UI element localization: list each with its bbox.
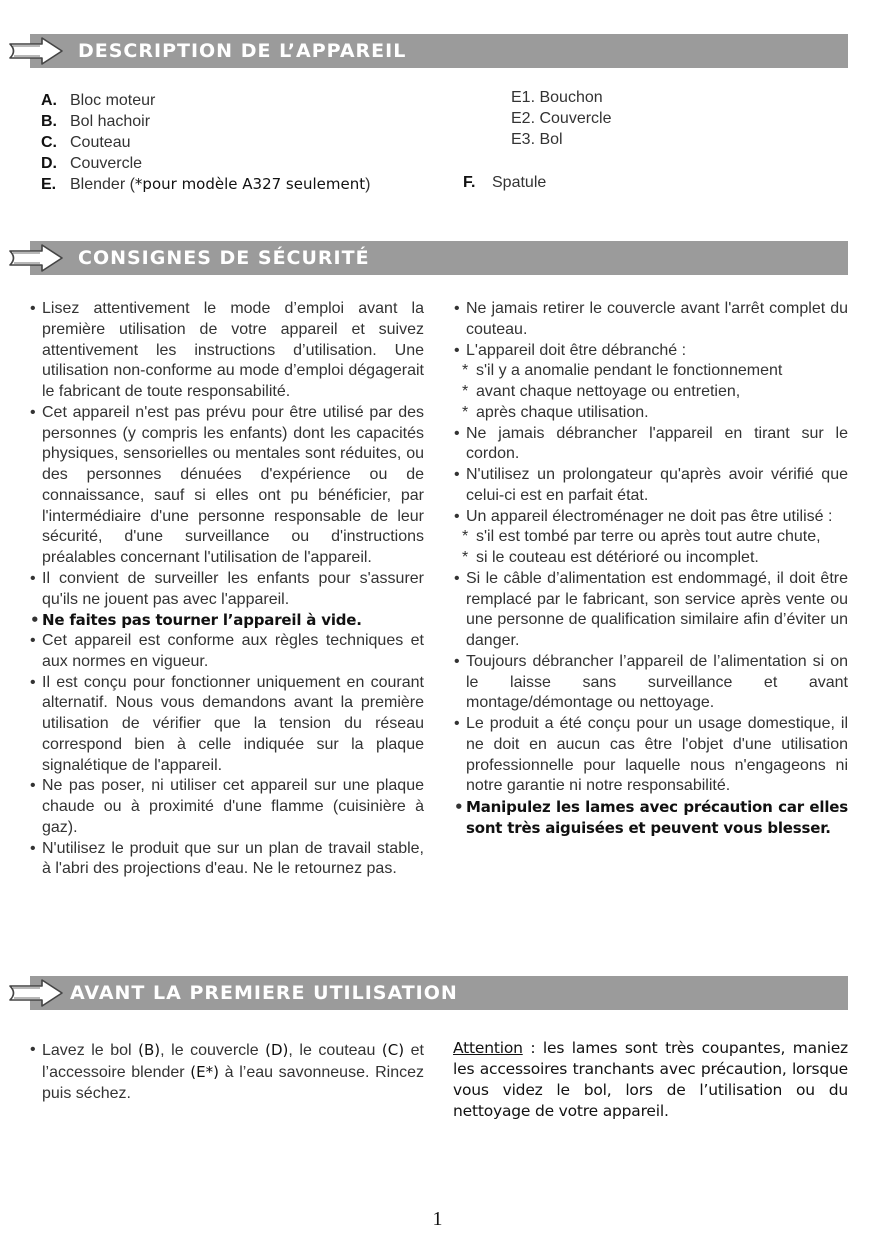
safety-subitem: * après chaque utilisation. bbox=[454, 403, 848, 424]
safety-item: • Toujours débrancher l’appareil de l’alimentation si on le laisse sans surveillance et avant montage/démontage ou nettoyage. bbox=[454, 652, 848, 714]
section-band-description bbox=[30, 34, 848, 68]
arrow-icon bbox=[8, 36, 64, 66]
safety-item: • Il est conçu pour fonctionner uniquement en courant alternatif. Nous vous demandons avant la première utilisation de vérifier que la tension du réseau correspond bien à celle indiquée sur la plaque signalétique de l'appareil. bbox=[30, 673, 424, 777]
safety-item: • N'utilisez le produit que sur un plan de travail stable, à l'abri des projections d'eau. Ne le retournez pas. bbox=[30, 839, 424, 881]
safety-item: • Ne jamais retirer le couvercle avant l'arrêt complet du couteau. bbox=[454, 299, 848, 341]
safety-item: • L'appareil doit être débranché : bbox=[454, 341, 848, 362]
safety-item: • Ne jamais débrancher l'appareil en tirant sur le cordon. bbox=[454, 424, 848, 466]
safety-item: • Ne pas poser, ni utiliser cet appareil sur une plaque chaude ou à proximité d'une flamme (cuisinière à gaz). bbox=[30, 776, 424, 838]
arrow-icon bbox=[8, 243, 64, 273]
section-band-first-use bbox=[30, 976, 848, 1010]
section-title: CONSIGNES DE SÉCURITÉ bbox=[78, 247, 370, 269]
safety-subitem: * s'il est tombé par terre ou après tout autre chute, bbox=[454, 527, 848, 548]
model-note: *pour modèle A327 seulement bbox=[134, 175, 366, 193]
section-title: AVANT LA PREMIERE UTILISATION bbox=[70, 982, 458, 1004]
safety-item: • Lisez attentivement le mode d’emploi avant la première utilisation de votre appareil et suivez attentivement les instructions d’utilisation. Une utilisation non-conforme au mode d’emploi dégagerait le fabricant de toute responsabilité. bbox=[30, 299, 424, 403]
blender-part-item: E1. Bouchon bbox=[511, 89, 603, 106]
safety-subitem: * s'il y a anomalie pendant le fonctionnement bbox=[454, 361, 848, 382]
safety-item: • Cet appareil est conforme aux règles techniques et aux normes en vigueur. bbox=[30, 631, 424, 673]
safety-item: • Il convient de surveiller les enfants pour s'assurer qu'ils ne jouent pas avec l'appareil. bbox=[30, 569, 424, 611]
safety-item: • N'utilisez un prolongateur qu'après avoir vérifié que celui-ci est en parfait état. bbox=[454, 465, 848, 507]
safety-item: • Si le câble d’alimentation est endommagé, il doit être remplacé par le fabricant, son service après vente ou une personne de qualification similaire afin d’éviter un danger. bbox=[454, 569, 848, 652]
arrow-icon bbox=[8, 978, 64, 1008]
part-item: F. Spatule bbox=[463, 174, 547, 191]
safety-item: • Un appareil électroménager ne doit pas être utilisé : bbox=[454, 507, 848, 528]
safety-item: • Le produit a été conçu pour un usage domestique, il ne doit en aucun cas être l'objet d'une utilisation professionnelle pour laquelle nous n'engageons ni notre garantie ni notre responsabilité. bbox=[454, 714, 848, 797]
first-use-instructions bbox=[30, 1040, 424, 1104]
page-number: 1 bbox=[432, 1208, 443, 1230]
section-title: DESCRIPTION DE L’APPAREIL bbox=[78, 40, 407, 62]
part-item: E. Blender (*pour modèle A327 seulement) bbox=[41, 175, 371, 193]
part-item: B. Bol hachoir bbox=[41, 113, 151, 130]
part-item: D. Couvercle bbox=[41, 155, 143, 172]
safety-item-important: • Ne faites pas tourner l’appareil à vide. bbox=[30, 610, 424, 631]
blender-part-item: E3. Bol bbox=[511, 131, 563, 148]
part-item: A. Bloc moteur bbox=[41, 92, 156, 109]
first-use-item: • Lavez le bol (B), le couvercle (D), le couteau (C) et l’accessoire blender (E*) à l’eau savonneuse. Rincez puis séchez. bbox=[30, 1040, 424, 1104]
attention-label: Attention bbox=[453, 1039, 523, 1057]
safety-item: • Cet appareil n'est pas prévu pour être utilisé par des personnes (y compris les enfants) dont les capacités physiques, sensorielles ou mentales sont réduites, ou des personnes dénuées d'expérience ou de connaissance, sauf si elles ont pu bénéficier, par l'intermédiaire d'une personne responsable de leur sécurité, d'une surveillance ou d'instructions préalables concernant l'utilisation de l'appareil. bbox=[30, 403, 424, 569]
safety-item-important: • Manipulez les lames avec précaution car elles sont très aiguisées et peuvent vous blesser. bbox=[454, 797, 848, 839]
blender-part-item: E2. Couvercle bbox=[511, 110, 612, 127]
section-band-safety bbox=[30, 241, 848, 275]
safety-left-column bbox=[30, 299, 424, 880]
safety-subitem: * avant chaque nettoyage ou entretien, bbox=[454, 382, 848, 403]
part-item: C. Couteau bbox=[41, 134, 131, 151]
safety-right-column bbox=[454, 299, 848, 839]
attention-warning: Attention : les lames sont très coupantes, maniez les accessoires tranchants avec précaution, lorsque vous videz le bol, lors de l’utilisation ou du nettoyage de votre appareil. bbox=[453, 1039, 848, 1120]
safety-subitem: * si le couteau est détérioré ou incomplet. bbox=[454, 548, 848, 569]
